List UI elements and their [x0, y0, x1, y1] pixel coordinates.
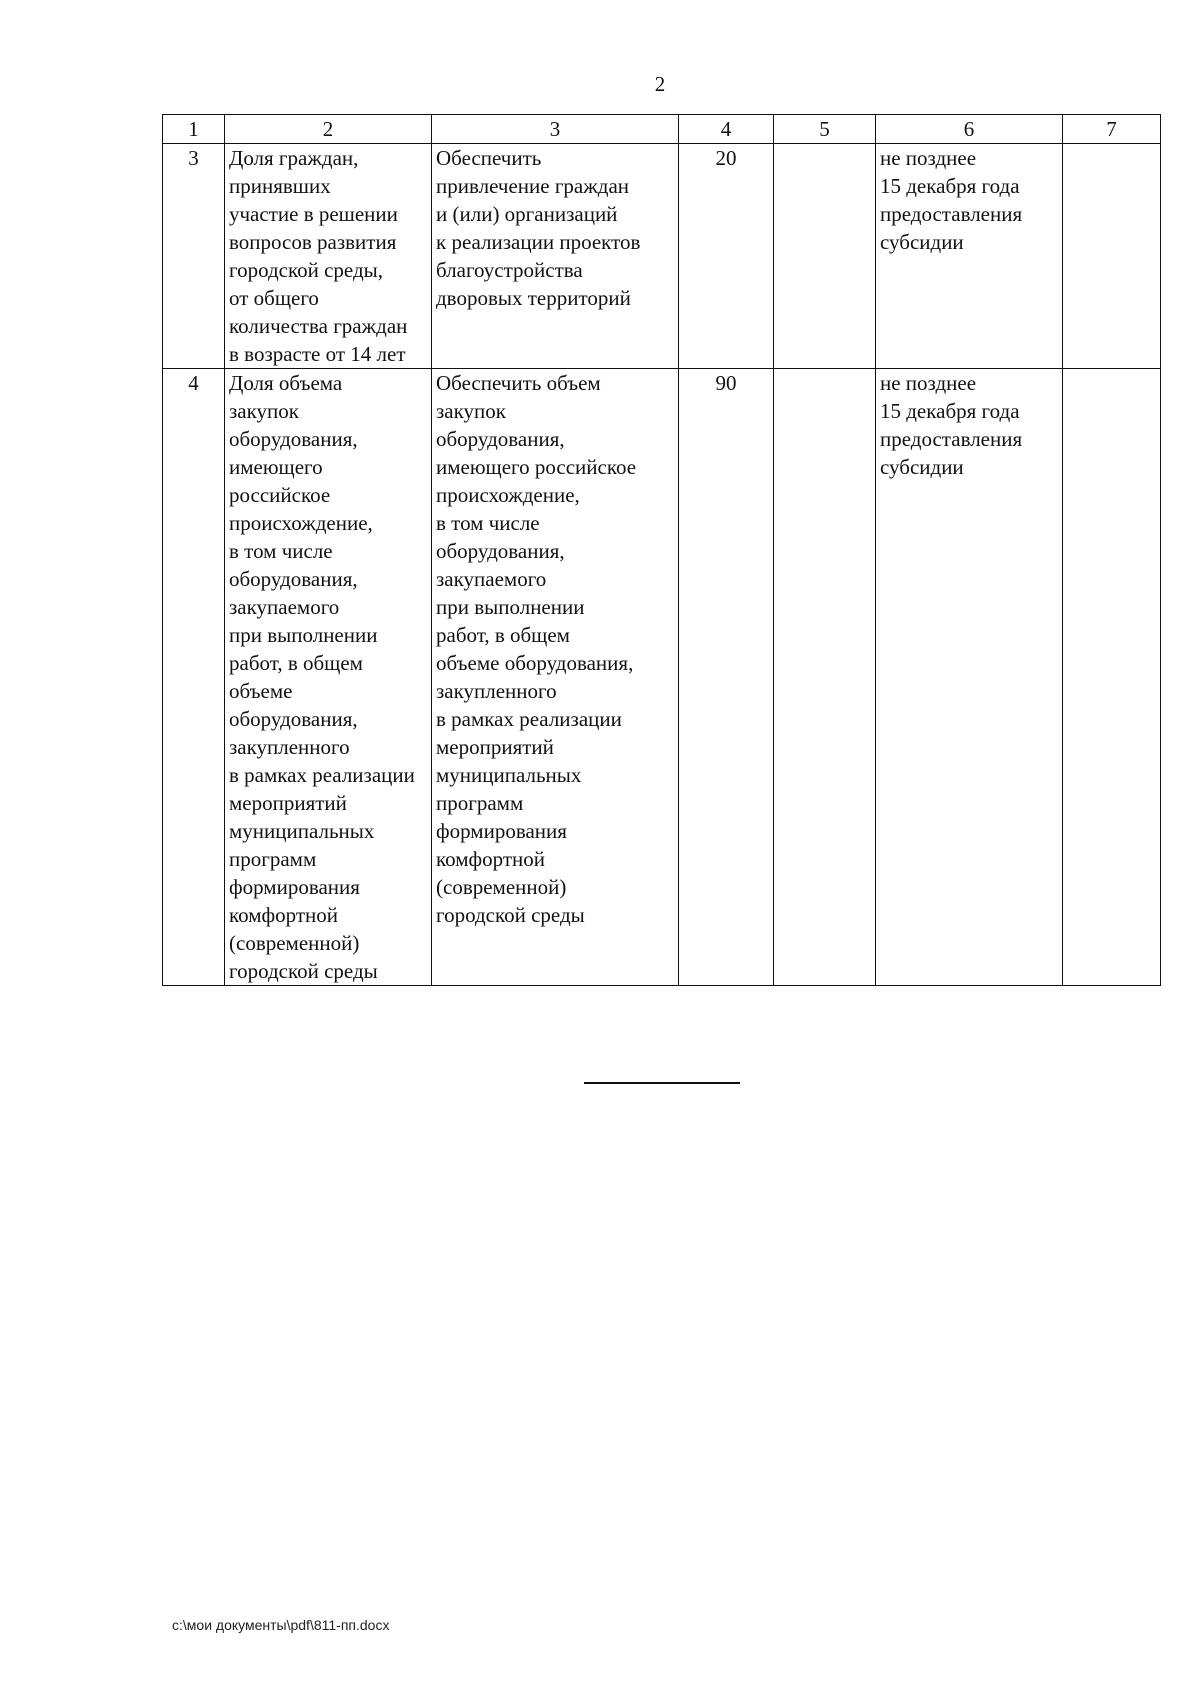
- deadline-cell: не позднее 15 декабря года предоставления субсидии: [876, 369, 1063, 986]
- header-cell-3: 3: [432, 115, 679, 144]
- header-cell-2: 2: [225, 115, 432, 144]
- table-row: [163, 369, 1161, 986]
- header-cell-1: 1: [163, 115, 225, 144]
- header-cell-6: 6: [876, 115, 1063, 144]
- row-number-cell: 4: [163, 369, 225, 986]
- header-cell-4: 4: [679, 115, 774, 144]
- task-cell: Обеспечить объем закупок оборудования, имеющего российское происхождение, в том числе оборудования, закупаемого при выполнении работ, в общем объеме оборудования, закупленного в рамках реализации мероприятий муниципальных программ формирования комфортной (современной) городской среды: [432, 369, 679, 986]
- empty-cell-7: [1063, 369, 1161, 986]
- end-separator-line: [584, 1082, 740, 1084]
- footer-file-path: c:\мои документы\pdf\811-пп.docx: [172, 1617, 390, 1633]
- empty-cell-7: [1063, 144, 1161, 369]
- empty-cell-5: [774, 144, 876, 369]
- header-cell-7: 7: [1063, 115, 1161, 144]
- deadline-cell: не позднее 15 декабря года предоставления субсидии: [876, 144, 1063, 369]
- indicator-cell: Доля объема закупок оборудования, имеющего российское происхождение, в том числе оборудования, закупаемого при выполнении работ, в общем объеме оборудования, закупленного в рамках реализации мероприятий муниципальных программ формирования комфортной (современной) городской среды: [225, 369, 432, 986]
- table-header-row: [163, 115, 1161, 144]
- row-number-cell: 3: [163, 144, 225, 369]
- value-cell: 90: [679, 369, 774, 986]
- table-row: [163, 144, 1161, 369]
- value-cell: 20: [679, 144, 774, 369]
- indicator-cell: Доля граждан, принявших участие в решении вопросов развития городской среды, от общего количества граждан в возрасте от 14 лет: [225, 144, 432, 369]
- header-cell-5: 5: [774, 115, 876, 144]
- task-cell: Обеспечить привлечение граждан и (или) организаций к реализации проектов благоустройства дворовых территорий: [432, 144, 679, 369]
- indicators-table: [162, 114, 1161, 986]
- page-number: 2: [654, 72, 666, 96]
- empty-cell-5: [774, 369, 876, 986]
